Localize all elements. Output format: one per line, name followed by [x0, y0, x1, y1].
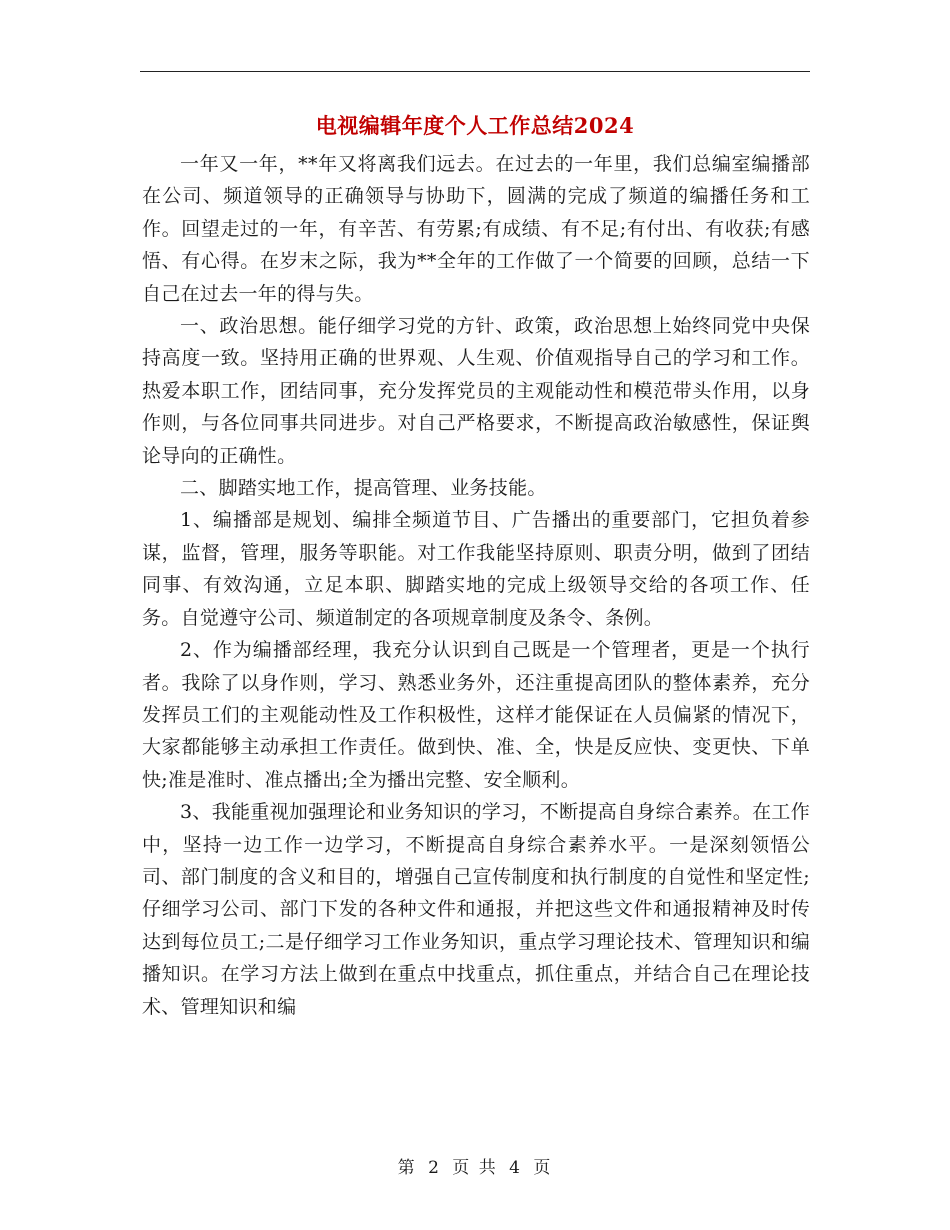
footer-suffix: 页: [533, 1158, 553, 1178]
paragraph-political: 一、政治思想。能仔细学习党的方针、政策，政治思想上始终同党中央保持高度一致。坚持用正确的世界观、人生观、价值观指导自己的学习和工作。热爱本职工作，团结同事，充分发挥党员的主观能动性和模范带头作用，以身作则，与各位同事共同进步。对自己严格要求，不断提高政治敏感性，保证舆论导向的正确性。: [142, 315, 810, 467]
footer-prefix: 第: [397, 1158, 417, 1178]
paragraph-section-two: 二、脚踏实地工作，提高管理、业务技能。: [180, 477, 547, 500]
document-title: 电视编辑年度个人工作总结2024: [315, 113, 635, 138]
page-footer: [0, 1153, 950, 1178]
paragraph-item-1: 1、编播部是规划、编排全频道节目、广告播出的重要部门，它担负着参谋，监督，管理，服务等职能。对工作我能坚持原则、职责分明，做到了团结同事、有效沟通，立足本职、脚踏实地的完成上级领导交给的各项工作、任务。自觉遵守公司、频道制定的各项规章制度及条令、条例。: [142, 509, 810, 629]
footer-middle: 页 共: [452, 1158, 498, 1178]
footer-page-number: 2: [428, 1158, 441, 1178]
paragraph-intro: 一年又一年，**年又将离我们远去。在过去的一年里，我们总编室编播部在公司、频道领导的正确领导与协助下，圆满的完成了频道的编播任务和工作。回望走过的一年，有辛苦、有劳累;有成绩、有不足;有付出、有收获;有感悟、有心得。在岁末之际，我为**全年的工作做了一个简要的回顾，总结一下自己在过去一年的得与失。: [142, 153, 810, 305]
paragraph-item-2: 2、作为编播部经理，我充分认识到自己既是一个管理者，更是一个执行者。我除了以身作则，学习、熟悉业务外，还注重提高团队的整体素养，充分发挥员工们的主观能动性及工作积极性，这样才能保证在人员偏紧的情况下，大家都能够主动承担工作责任。做到快、准、全，快是反应快、变更快、下单快;准是准时、准点播出;全为播出完整、安全顺利。: [142, 639, 810, 791]
document-body: [142, 148, 810, 1023]
footer-total-pages: 4: [509, 1158, 522, 1178]
paragraph-item-3: 3、我能重视加强理论和业务知识的学习，不断提高自身综合素养。在工作中，坚持一边工作一边学习，不断提高自身综合素养水平。一是深刻领悟公司、部门制度的含义和目的，增强自己宣传制度和执行制度的自觉性和坚定性;仔细学习公司、部门下发的各种文件和通报，并把这些文件和通报精神及时传达到每位员工;二是仔细学习工作业务知识，重点学习理论技术、管理知识和编播知识。在学习方法上做到在重点中找重点，抓住重点，并结合自己在理论技术、管理知识和编: [142, 801, 810, 1018]
header-rule: [140, 71, 810, 72]
